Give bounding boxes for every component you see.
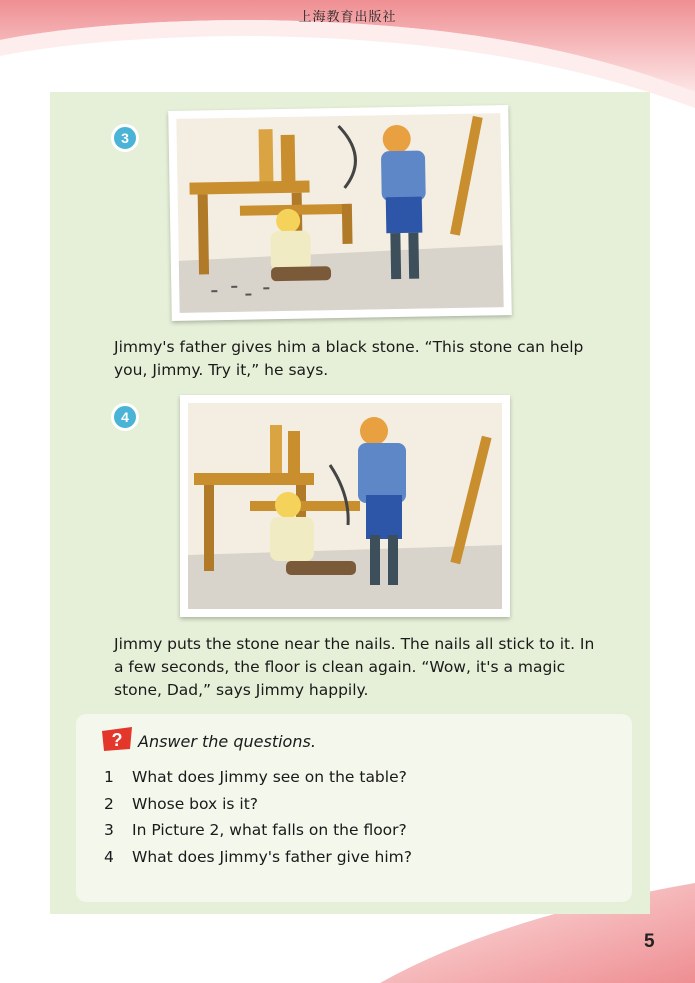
picture-number-badge: 4 [111, 403, 139, 431]
question-number: 3 [104, 821, 114, 839]
question-item [104, 795, 412, 822]
question-number: 2 [104, 794, 114, 813]
story-text-picture-3: Jimmy's father gives him a black stone. “This stone can help you, Jimmy. Try it,” he says. [114, 338, 584, 379]
workshop-scene-image [180, 395, 510, 617]
question-text: Whose box is it? [132, 794, 259, 813]
publisher-name: 上海教育出版社 [298, 10, 397, 25]
illustration-picture-4 [180, 395, 510, 617]
illustration-picture-3 [168, 105, 512, 321]
page-number: 5 [644, 931, 655, 952]
story-text-picture-4: Jimmy puts the stone near the nails. The nails all stick to it. In a few seconds, the floor is clean again. “Wow, it's a magic stone, Dad,” says Jimmy happily. [114, 635, 595, 699]
workshop-scene-image [168, 105, 512, 321]
questions-list [104, 768, 412, 874]
questions-title: Answer the questions. [138, 732, 316, 751]
question-text: What does Jimmy see on the table? [132, 768, 407, 786]
question-item [104, 821, 412, 848]
question-item [104, 768, 412, 795]
question-item [104, 848, 412, 875]
question-mark-icon [102, 727, 132, 751]
question-text: In Picture 2, what falls on the floor? [132, 821, 407, 839]
picture-number-badge: 3 [111, 124, 139, 152]
svg-text:?: ? [111, 730, 123, 750]
question-number: 4 [104, 847, 114, 866]
question-text: What does Jimmy's father give him? [132, 847, 412, 866]
question-number: 1 [104, 768, 114, 786]
